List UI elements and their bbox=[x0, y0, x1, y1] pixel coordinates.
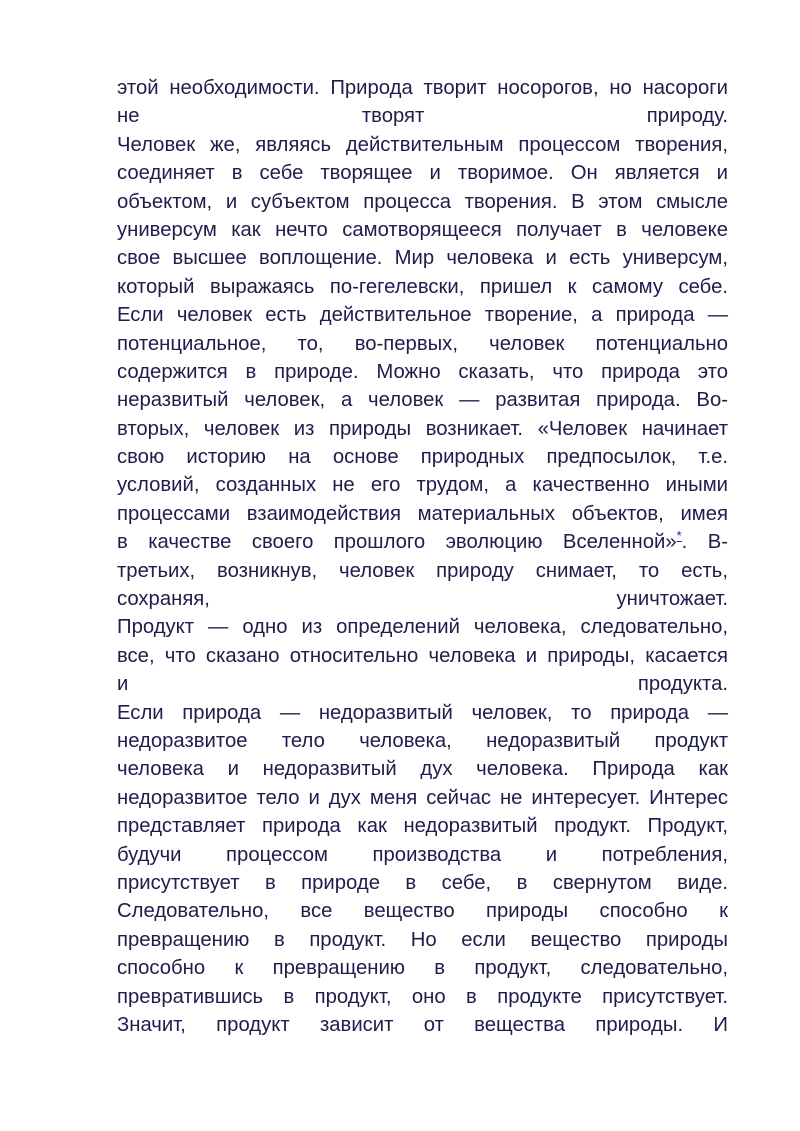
text-line: Человек же, являясь действительным процессом творения, bbox=[117, 133, 728, 156]
text-line: содержится в природе. Можно сказать, что природа это bbox=[117, 360, 728, 383]
text-line: превратившись в продукт, оно в продукте присутствует. bbox=[117, 985, 728, 1008]
text-line-with-footnote bbox=[117, 528, 728, 556]
text-line: универсум как нечто самотворящееся получает в человеке bbox=[117, 218, 728, 241]
text-fragment: . В- bbox=[681, 531, 728, 554]
text-line: и продукта. bbox=[117, 673, 728, 696]
text-line: способно к превращению в продукт, следовательно, bbox=[117, 957, 728, 980]
text-line: Если природа — недоразвитый человек, то природа — bbox=[117, 701, 728, 724]
text-fragment: в качестве своего прошлого эволюцию Вселенной» bbox=[117, 531, 677, 554]
text-line: этой необходимости. Природа творит носорогов, но насороги bbox=[117, 77, 728, 99]
text-line: который выражаясь по-гегелевски, пришел к самому себе. bbox=[117, 275, 728, 298]
text-line: процессами взаимодействия материальных объектов, имея bbox=[117, 502, 728, 525]
text-line: неразвитый человек, а человек — развитая природа. Во- bbox=[117, 389, 728, 412]
text-line: будучи процессом производства и потребления, bbox=[117, 843, 728, 866]
text-line: все, что сказано относительно человека и природы, касается bbox=[117, 644, 728, 667]
text-line: превращению в продукт. Но если вещество природы bbox=[117, 928, 728, 951]
text-line: свое высшее воплощение. Мир человека и есть универсум, bbox=[117, 247, 728, 270]
text-line: третьих, возникнув, человек природу снимает, то есть, bbox=[117, 559, 728, 582]
text-line: потенциальное, то, во-первых, человек потенциально bbox=[117, 332, 728, 355]
document-page bbox=[117, 74, 728, 1039]
text-line: Следовательно, все вещество природы способно к bbox=[117, 900, 728, 923]
text-line: вторых, человек из природы возникает. «Человек начинает bbox=[117, 417, 728, 440]
text-line: сохраняя, уничтожает. bbox=[117, 588, 728, 611]
text-line: объектом, и субъектом процесса творения. В этом смысле bbox=[117, 190, 728, 213]
text-line: недоразвитое тело и дух меня сейчас не интересует. Интерес bbox=[117, 786, 728, 809]
text-line: недоразвитое тело человека, недоразвитый продукт bbox=[117, 729, 728, 752]
footnote-link[interactable]: * bbox=[676, 528, 682, 544]
text-line: Если человек есть действительное творение, а природа — bbox=[117, 304, 728, 327]
text-line: не творят природу. bbox=[117, 105, 728, 128]
text-line: человека и недоразвитый дух человека. Природа как bbox=[117, 758, 728, 781]
text-line: присутствует в природе в себе, в свернутом виде. bbox=[117, 871, 728, 894]
text-line: Продукт — одно из определений человека, следовательно, bbox=[117, 616, 728, 639]
text-line: представляет природа как недоразвитый продукт. Продукт, bbox=[117, 815, 728, 838]
text-line: условий, созданных не его трудом, а качественно иными bbox=[117, 474, 728, 497]
text-line: свою историю на основе природных предпосылок, т.е. bbox=[117, 446, 728, 469]
text-line: соединяет в себе творящее и творимое. Он является и bbox=[117, 162, 728, 185]
text-line: Значит, продукт зависит от вещества природы. И bbox=[117, 1013, 728, 1036]
